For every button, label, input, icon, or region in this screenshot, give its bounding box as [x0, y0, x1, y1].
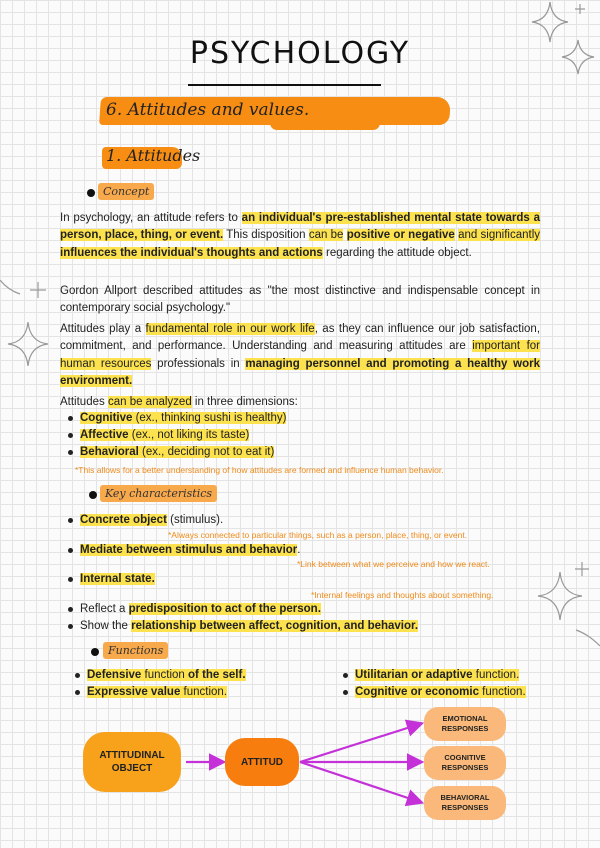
- text-run: Internal state.: [80, 573, 155, 585]
- list-item: [342, 684, 526, 701]
- attitude-node: ATTITUD: [225, 738, 299, 786]
- text-run: Utilitarian or adaptive: [355, 669, 473, 681]
- text-run: positive or negative: [346, 229, 455, 242]
- text-run: Reflect a: [80, 603, 129, 615]
- cognitive-responses-node: COGNITIVE RESPONSES: [424, 746, 506, 780]
- text-run: Attitudes play a: [60, 323, 146, 335]
- dimensions-list: [67, 410, 286, 461]
- title-underline: [188, 84, 381, 86]
- sparkle-icon: [536, 560, 600, 670]
- characteristic-note: *Internal feelings and thoughts about something.: [311, 590, 494, 600]
- text-run: regarding the attitude object.: [322, 246, 472, 259]
- characteristics-list: [67, 512, 223, 529]
- page-title: PSYCHOLOGY: [189, 36, 411, 71]
- characteristics-list: [67, 571, 155, 588]
- arrow-to-behavioral: [300, 762, 420, 802]
- functions-list-left: [74, 667, 246, 701]
- list-item: [67, 444, 286, 461]
- text-run: Concrete object: [80, 514, 167, 526]
- list-item: [67, 410, 286, 427]
- text-run: Defensive: [87, 669, 142, 681]
- behavioral-responses-node: BEHAVIORAL RESPONSES: [424, 786, 506, 820]
- concept-label: Concept: [98, 183, 154, 200]
- text-run: managing personnel and promoting a healthy work environment.: [60, 357, 541, 388]
- arrow-to-emotional: [300, 724, 420, 762]
- characteristics-list: [67, 601, 418, 635]
- functions-list-right: [342, 667, 526, 701]
- text-run: function.: [472, 669, 520, 681]
- text-run: Attitudes: [60, 396, 108, 408]
- list-item: [67, 512, 223, 529]
- list-item: [67, 618, 418, 635]
- text-run: relationship between affect, cognition, and behavior.: [131, 620, 419, 632]
- sparkle-icon: [0, 280, 60, 390]
- text-run: (ex., not liking its taste): [128, 429, 250, 441]
- text-run: professionals in: [151, 357, 246, 370]
- dimensions-note: *This allows for a better understanding of how attitudes are formed and influence human behavior.: [75, 465, 444, 475]
- text-run: can be analyzed: [107, 396, 192, 408]
- list-item: [67, 571, 155, 588]
- text-run: (ex., deciding not to eat it): [138, 446, 275, 458]
- attitudinal-object-node: ATTITUDINAL OBJECT: [83, 732, 181, 792]
- subsection-heading: 1. Attitudes: [106, 146, 201, 165]
- characteristics-list: [67, 542, 300, 559]
- text-run: function.: [180, 686, 228, 698]
- list-item: [67, 601, 418, 618]
- text-run: important for human resources: [60, 340, 541, 370]
- text-run: fundamental role in our work life: [145, 323, 315, 335]
- text-run: Cognitive: [80, 412, 133, 424]
- text-run: (stimulus).: [166, 514, 224, 526]
- bullet-icon: [87, 189, 95, 197]
- characteristic-note: *Always connected to particular things, such as a person, place, thing, or event.: [168, 530, 468, 540]
- section-heading: 6. Attitudes and values.: [106, 100, 310, 120]
- emotional-responses-node: EMOTIONAL RESPONSES: [424, 707, 506, 741]
- text-run: , as they can influence our job satisfaction, commitment, and performance. Understanding and measuring attitudes are: [60, 323, 541, 353]
- list-item: [67, 427, 286, 444]
- text-run: Gordon Allport described attitudes as "the most distinctive and indispensable concept in contemporary social psychology.": [60, 285, 540, 315]
- list-item: [74, 684, 246, 701]
- list-item: [67, 542, 300, 559]
- text-run: can be: [308, 229, 344, 242]
- text-run: Behavioral: [80, 446, 139, 458]
- text-run: an individual's pre-established mental state towards a person, place, thing, or event.: [60, 212, 540, 242]
- text-run: Expressive value: [87, 686, 181, 698]
- text-run: function: [141, 669, 189, 681]
- list-item: [74, 667, 246, 684]
- concept-paragraph-1: [60, 210, 540, 262]
- text-run: Show the: [80, 620, 132, 632]
- text-run: Mediate between stimulus and behavior: [80, 544, 298, 556]
- text-run: predisposition to act of the person.: [128, 603, 321, 615]
- text-run: In psychology, an attitude refers to: [60, 212, 242, 224]
- text-run: Cognitive or economic: [355, 686, 479, 698]
- bullet-icon: [91, 648, 99, 656]
- text-run: (ex., thinking sushi is healthy): [132, 412, 287, 424]
- text-run: in three dimensions:: [191, 396, 298, 408]
- text-run: Affective: [80, 429, 129, 441]
- concept-paragraph-4: [60, 394, 540, 411]
- text-run: function.: [478, 686, 526, 698]
- key-characteristics-label: Key characteristics: [100, 485, 217, 502]
- text-run: of the self.: [188, 669, 246, 681]
- text-run: .: [297, 544, 301, 556]
- functions-label: Functions: [103, 642, 168, 659]
- bullet-icon: [89, 491, 97, 499]
- list-item: [342, 667, 526, 684]
- text-run: influences the individual's thoughts and actions: [60, 246, 323, 259]
- characteristic-note: *Link between what we perceive and how we react.: [297, 559, 490, 569]
- concept-paragraph-3: [60, 321, 540, 391]
- concept-paragraph-2: [60, 283, 540, 318]
- text-run: This disposition: [223, 229, 309, 242]
- text-run: and significantly: [458, 229, 540, 242]
